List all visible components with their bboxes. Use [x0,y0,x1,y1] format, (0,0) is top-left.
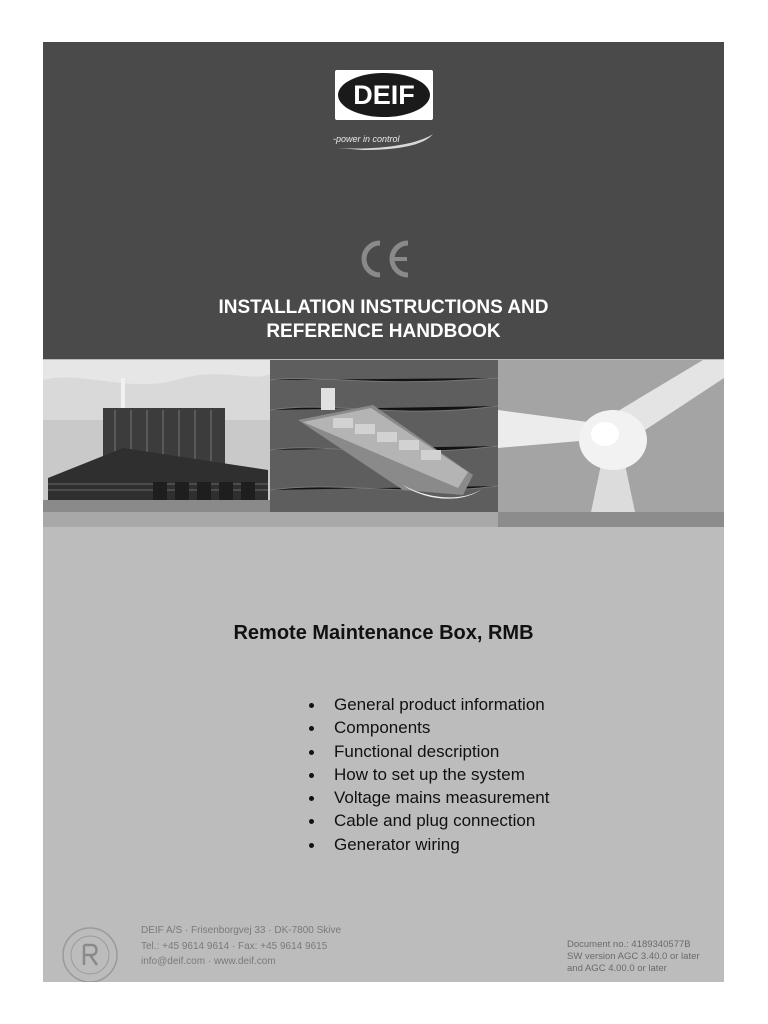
grey-separator-light [43,512,498,527]
company-address: DEIF A/S · Frisenborgvej 33 · DK-7800 Skive [141,925,342,936]
list-item: How to set up the system [305,763,549,786]
power-plant-image [43,360,270,512]
grey-separator [43,512,724,527]
handbook-title-line2: REFERENCE HANDBOOK [266,321,501,342]
deif-logo [335,70,433,120]
cover-page [43,42,724,982]
brand-tagline: -power in control [333,134,400,144]
software-version-cont: and AGC 4.00.0 or later [567,963,667,974]
document-info [567,939,700,975]
company-info [141,923,341,970]
ce-mark-icon [356,240,412,278]
logo-text: DEIF [353,80,415,110]
photo-strip [43,360,724,512]
wind-turbine-image [498,360,724,512]
header-band [43,42,724,359]
quality-seal-icon [60,925,120,982]
company-web: info@deif.com · www.deif.com [141,956,276,967]
software-version: SW version AGC 3.40.0 or later [567,951,700,962]
document-number: Document no.: 4189340577B [567,939,691,950]
list-item: General product information [305,693,549,716]
handbook-title [43,296,724,344]
handbook-title-line1: INSTALLATION INSTRUCTIONS AND [218,297,549,318]
list-item: Functional description [305,740,549,763]
list-item: Voltage mains measurement [305,786,549,809]
feature-list [305,693,549,856]
company-phone: Tel.: +45 9614 9614 · Fax: +45 9614 9615 [141,940,328,952]
list-item: Components [305,716,549,739]
container-ship-image [270,360,498,512]
list-item: Generator wiring [305,833,549,856]
list-item: Cable and plug connection [305,809,549,832]
product-title: Remote Maintenance Box, RMB [233,622,534,644]
